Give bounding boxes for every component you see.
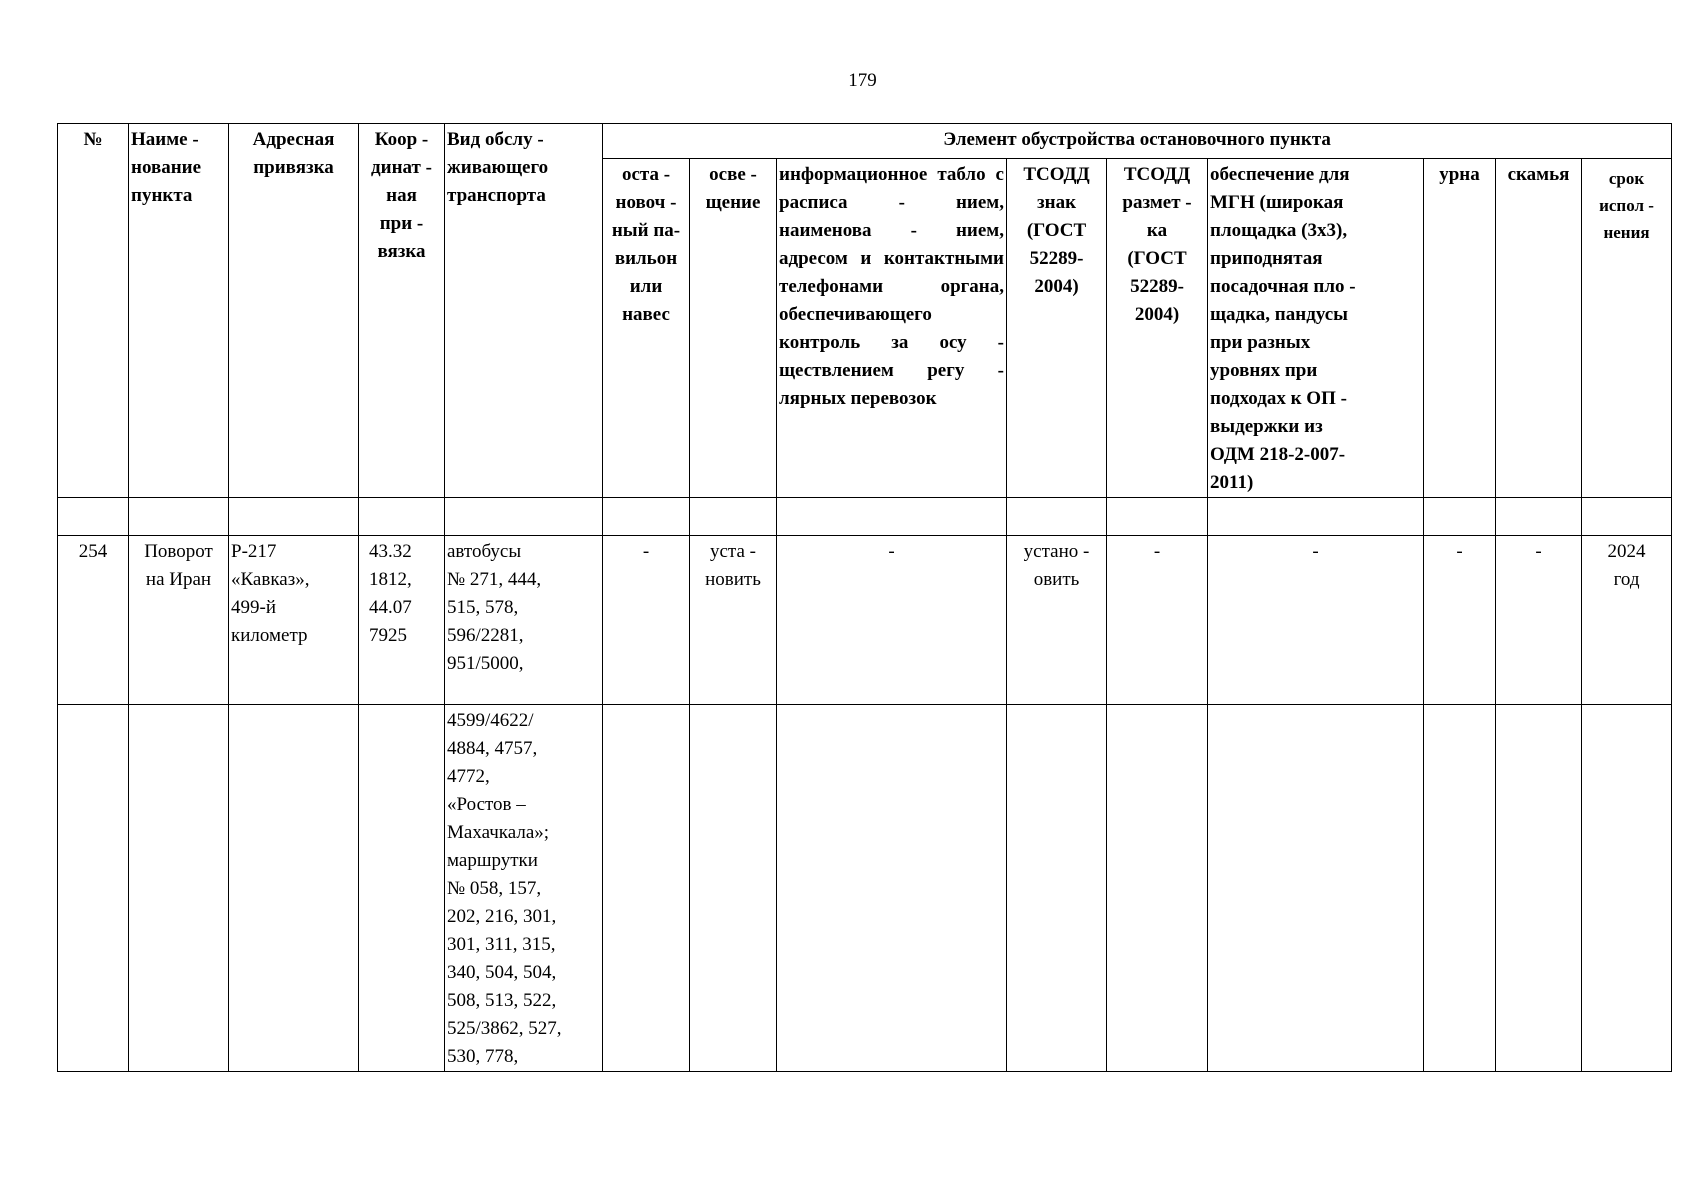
header-info-board: информационное табло с расписа - нием, наименова - нием, адресом и контактными телефонами органа, обеспечивающего контроль за осу - ществлением регу - лярных перевозок — [777, 159, 1007, 498]
header-mgn: обеспечение для МГН (широкая площадка (3x3), приподнятая посадочная пло - щадка, пандусы при разных уровнях при подходах к ОП - выдержки из ОДМ 218-2-007- 2011) — [1208, 159, 1424, 498]
cell-tsodd-sign: устано - овить — [1007, 536, 1107, 705]
cell-address: Р-217 «Кавказ», 499-й километр — [229, 536, 359, 705]
header-bench: скамья — [1496, 159, 1582, 498]
cell-tsodd-marking: - — [1107, 536, 1208, 705]
header-name: Наиме - нование пункта — [129, 124, 229, 498]
cell-mgn: - — [1208, 536, 1424, 705]
spacer-row — [58, 498, 1672, 536]
header-coordinates: Коор - динат - ная при - вязка — [359, 124, 445, 498]
cell-info-board: - — [777, 536, 1007, 705]
header-row-1 — [58, 124, 1672, 159]
header-transport: Вид обслу - живающего транспорта — [445, 124, 603, 498]
cell-num: 254 — [58, 536, 129, 705]
header-urn: урна — [1424, 159, 1496, 498]
header-pavilion: оста - новоч - ный па- вильон или навес — [603, 159, 690, 498]
bus-stop-table — [57, 123, 1672, 1072]
header-num: № — [58, 124, 129, 498]
cell-bench: - — [1496, 536, 1582, 705]
table-row — [58, 536, 1672, 705]
cell-lighting: уста - новить — [690, 536, 777, 705]
header-address: Адресная привязка — [229, 124, 359, 498]
page-number: 179 — [848, 70, 877, 91]
header-element-group: Элемент обустройства остановочного пункта — [603, 124, 1672, 159]
cell-transport-continued: 4599/4622/ 4884, 4757, 4772, «Ростов – Махачкала»; маршрутки № 058, 157, 202, 216, 301, 301, 311, 315, 340, 504, 504, 508, 513, 522, 525/3862, 527, 530, 778, — [445, 705, 603, 1072]
cell-transport: автобусы № 271, 444, 515, 578, 596/2281, 951/5000, — [445, 536, 603, 705]
cell-urn: - — [1424, 536, 1496, 705]
header-tsodd-sign: ТСОДД знак (ГОСТ 52289- 2004) — [1007, 159, 1107, 498]
header-deadline: срок испол - нения — [1582, 159, 1672, 498]
header-lighting: осве - щение — [690, 159, 777, 498]
cell-coordinates: 43.32 1812, 44.07 7925 — [359, 536, 445, 705]
header-tsodd-marking: ТСОДД размет - ка (ГОСТ 52289- 2004) — [1107, 159, 1208, 498]
table-row — [58, 705, 1672, 1072]
cell-deadline: 2024 год — [1582, 536, 1672, 705]
cell-name: Поворот на Иран — [129, 536, 229, 705]
cell-pavilion: - — [603, 536, 690, 705]
